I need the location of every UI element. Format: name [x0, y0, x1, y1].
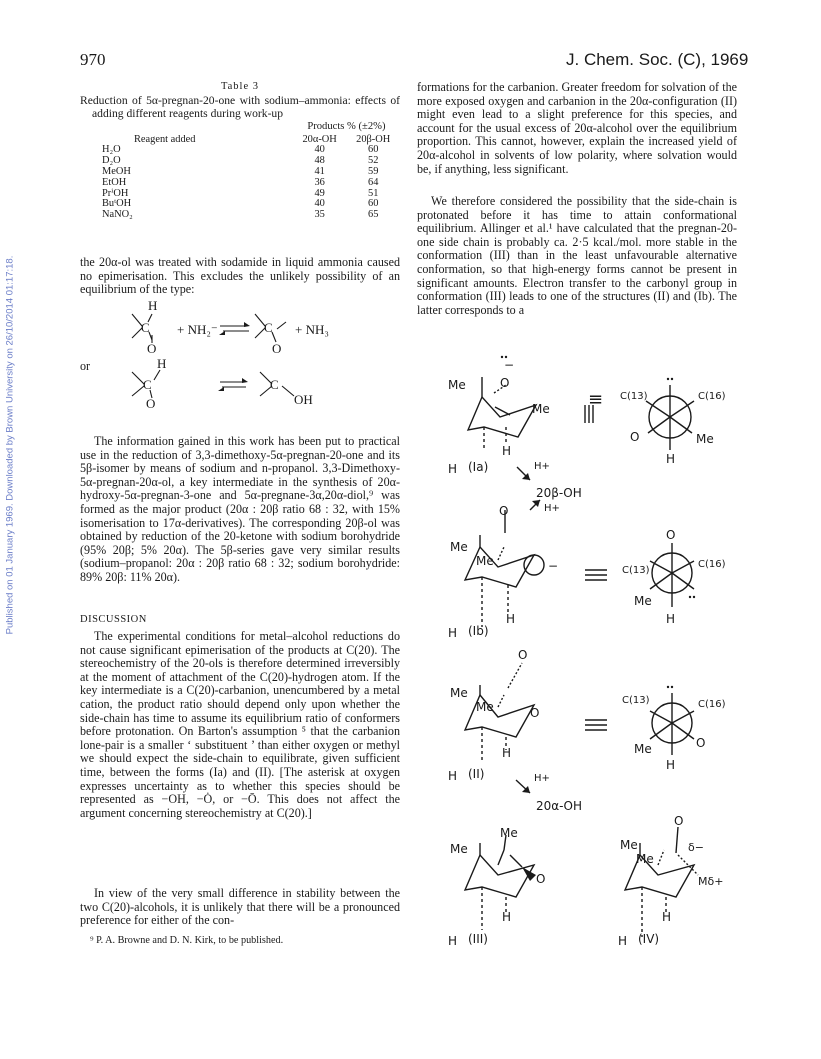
equiv-sign: ≡	[588, 389, 604, 410]
label-Ia: (Ia)	[468, 460, 489, 474]
scheme-o: O	[518, 648, 528, 662]
reagent-cell: MeOH	[102, 166, 131, 177]
page-number: 970	[80, 50, 106, 69]
h-label: H	[666, 758, 676, 772]
left-paragraph-3: The experimental conditions for metal–alcohol reductions do not cause significant epimerisation of the products at C(20). The stereochemistry of the 20-ols is therefore determined irreversibly at the moment of attachment of the C(20)-hydrogen atom. If the key intermediate is a C(20)-carbanion, unencumbered by a metal cation, the product ratio should depend only upon whether the side-chain has time to assume its equilibrium ratio of conformers before protonation. On Barton's assumption ⁵ that the carbanion lone-pair is a smaller ‘ substituent ’ than either oxygen or methyl we should expect the side-chain to equilibrate, given sufficient time, between the forms (Ia) and (II). [The asterisk at oxygen expresses uncertainty as to whether this species should be represented as −OH, −Ȯ, or −Ō. This does not affect the argument concerning stereochemistry at C(20).]	[80, 629, 400, 820]
table-caption: Reduction of 5α-pregnan-20-one with sodium–ammonia: effects of adding different reagents during work-up	[80, 94, 400, 121]
hplus-label: H+	[544, 503, 560, 514]
col-header: 20α-OH	[302, 133, 337, 145]
table-row	[102, 210, 400, 221]
scheme-o: O	[674, 814, 684, 828]
equilibrium-equations	[80, 300, 400, 410]
products-header: Products % (±2%)	[307, 120, 386, 132]
value-cell: 64	[368, 176, 379, 188]
eq-right-reagent: + NH₃	[295, 322, 329, 337]
table-label: Table 3	[220, 81, 260, 92]
h-label: H	[448, 769, 458, 783]
eq-o: O	[146, 396, 156, 410]
me-label: Me	[450, 842, 468, 856]
c13-label: C(13)	[622, 695, 650, 706]
scheme-o: O	[499, 504, 509, 518]
eq-h: H	[157, 356, 167, 371]
footnote: ⁹ P. A. Browne and D. N. Kirk, to be published.	[90, 935, 284, 946]
hplus-label: H+	[534, 461, 550, 472]
eq-o: O	[147, 341, 157, 356]
value-cell: 40	[314, 198, 325, 210]
reagent-cell: BuᵗOH	[102, 198, 132, 210]
table-3	[80, 81, 400, 221]
c16-label: C(16)	[698, 559, 726, 570]
me-label: Me	[476, 700, 494, 714]
me-label: Me	[634, 594, 652, 608]
h-label: H	[502, 910, 512, 924]
h-label: H	[618, 934, 628, 948]
right-paragraph-2: We therefore considered the possibility that the side-chain is protonated before it has time to attain conformational equilibrium. Allinger et al.¹ have calculated that the pregnan-20-one side chain is probably ca. 2·5 kcal./mol. more stable in the conformation (III) than in the least unfavourable alternative conformation, so that high-energy forms cannot be present in significant amounts. Electron transfer to the carbonyl group in conformation (III) leads to one of the structures (II) and (Ib). The latter corresponds to a	[417, 194, 737, 317]
scheme-o: O	[536, 872, 546, 886]
c16-label: C(16)	[698, 391, 726, 402]
me-label: Me	[636, 852, 654, 866]
value-cell: 59	[368, 166, 379, 177]
product-beta: 20β-OH	[536, 486, 582, 500]
reagent-cell: D₂O	[102, 155, 121, 167]
me-label: Me	[448, 378, 466, 392]
value-cell: 60	[368, 198, 379, 210]
table-row	[102, 189, 400, 200]
product-alpha: 20α-OH	[536, 799, 582, 813]
c13-label: C(13)	[620, 391, 648, 402]
eq-c: C	[143, 377, 152, 392]
scheme-o: O	[696, 736, 706, 750]
value-cell: 40	[314, 144, 325, 156]
journal-header: J. Chem. Soc. (C), 1969	[566, 50, 749, 69]
m-delta-plus: Mδ+	[698, 875, 724, 888]
h-label: H	[666, 452, 676, 466]
value-cell: 52	[368, 155, 379, 167]
scheme-o: O	[666, 528, 676, 542]
eq-c: C	[270, 377, 279, 392]
me-label: Me	[532, 402, 550, 416]
table-row	[102, 145, 400, 156]
h-label: H	[448, 462, 458, 476]
value-cell: 36	[314, 176, 325, 188]
conformation-scheme	[440, 355, 750, 955]
eq-h: H	[148, 300, 158, 313]
download-note: Published on 01 January 1969. Downloaded by Brown University on 26/10/2014 01:17:18.	[4, 255, 16, 635]
me-label: Me	[500, 826, 518, 840]
table-body	[102, 122, 400, 221]
me-label: Me	[476, 554, 494, 568]
h-label: H	[448, 934, 458, 948]
delta-minus: δ−	[688, 841, 704, 854]
me-label: Me	[450, 686, 468, 700]
c13-label: C(13)	[622, 565, 650, 576]
eq-left-reagent: + NH₂⁻	[177, 322, 218, 337]
col-header: 20β-OH	[356, 133, 391, 145]
scheme-o: O	[630, 430, 640, 444]
eq-c: C	[264, 320, 273, 335]
h-label: H	[448, 626, 458, 640]
eq-o: O	[272, 341, 282, 356]
discussion-heading: DISCUSSION	[80, 614, 147, 625]
scheme-o: O	[530, 706, 540, 720]
scheme-o: O	[500, 376, 510, 390]
table-row	[102, 199, 400, 210]
me-label: Me	[620, 838, 638, 852]
label-Ib: (Ib)	[468, 624, 489, 638]
or-label: or	[80, 359, 91, 373]
right-paragraph-1: formations for the carbanion. Greater freedom for solvation of the more exposed oxygen and carbanion in the 20α-configuration (II) might even lead to a slight preference for this species, and account for the usual excess of 20α-alcohol over the equilibrium proportion. This cannot, however, explain the increased yield of 20α-alcohol in solvents of low polarity, where solvation would be, if anything, less significant.	[417, 80, 737, 176]
table-row	[102, 178, 400, 189]
h-label: H	[662, 910, 672, 924]
h-label: H	[502, 746, 512, 760]
eq-c: C	[141, 320, 150, 335]
me-label: Me	[696, 432, 714, 446]
hplus-label: H+	[534, 773, 550, 784]
reagent-cell: EtOH	[102, 176, 127, 188]
value-cell: 35	[314, 209, 325, 221]
value-cell: 48	[314, 155, 325, 167]
table-row	[102, 167, 400, 178]
carbanion-minus: −	[504, 358, 515, 372]
reagent-cell: PrⁱOH	[102, 187, 129, 199]
h-label: H	[506, 612, 516, 626]
left-paragraph-1: the 20α-ol was treated with sodamide in liquid ammonia caused no epimerisation. This excludes the unlikely possibility of an equilibrium of the type:	[80, 255, 400, 297]
value-cell: 41	[314, 166, 325, 177]
table-row	[102, 156, 400, 167]
reagent-cell: H₂O	[102, 144, 121, 156]
me-label: Me	[634, 742, 652, 756]
left-paragraph-4: In view of the very small difference in stability between the two C(20)-alcohols, it is unlikely that there will be a pronounced preference for either of the con-	[80, 886, 400, 928]
value-cell: 51	[368, 187, 379, 199]
label-IV: (IV)	[638, 932, 660, 946]
reagent-cell: NaNO₂	[102, 209, 133, 221]
h-label: H	[666, 612, 676, 626]
me-label: Me	[450, 540, 468, 554]
eq-oh: OH	[294, 392, 313, 407]
download-sidebar	[2, 245, 18, 645]
label-II: (II)	[468, 767, 485, 781]
value-cell: 60	[368, 144, 379, 156]
left-paragraph-2: The information gained in this work has been put to practical use in the reduction of 3,3-dimethoxy-5α-pregnan-20-one and its 5β-isomer by means of sodium and n-propanol. 3,3-Dimethoxy-5α-pregnan-20α-ol, a key intermediate in the synthesis of 20α-hydroxy-5α-pregnan-3-one and 5α-pregnane-3α,20α-diol,⁹ was formed as the major product (20α : 20β ratio 68 : 32, with 15% isomerisation to 17α-derivatives). The corresponding 20β-ol was obtained by reduction of the 20-ketone with sodium borohydride (95% 20β; 5% 20α). The 5β-series gave very similar results (sodium–propanol: 20α : 20β ratio 68 : 32; sodium borohydride: 89% 20β: 11% 20α).	[80, 434, 400, 584]
h-label: H	[502, 444, 512, 458]
col-header: Reagent added	[134, 133, 196, 145]
c16-label: C(16)	[698, 699, 726, 710]
charge-minus: −	[548, 559, 559, 573]
label-III: (III)	[468, 932, 488, 946]
value-cell: 49	[314, 187, 325, 199]
value-cell: 65	[368, 209, 379, 221]
